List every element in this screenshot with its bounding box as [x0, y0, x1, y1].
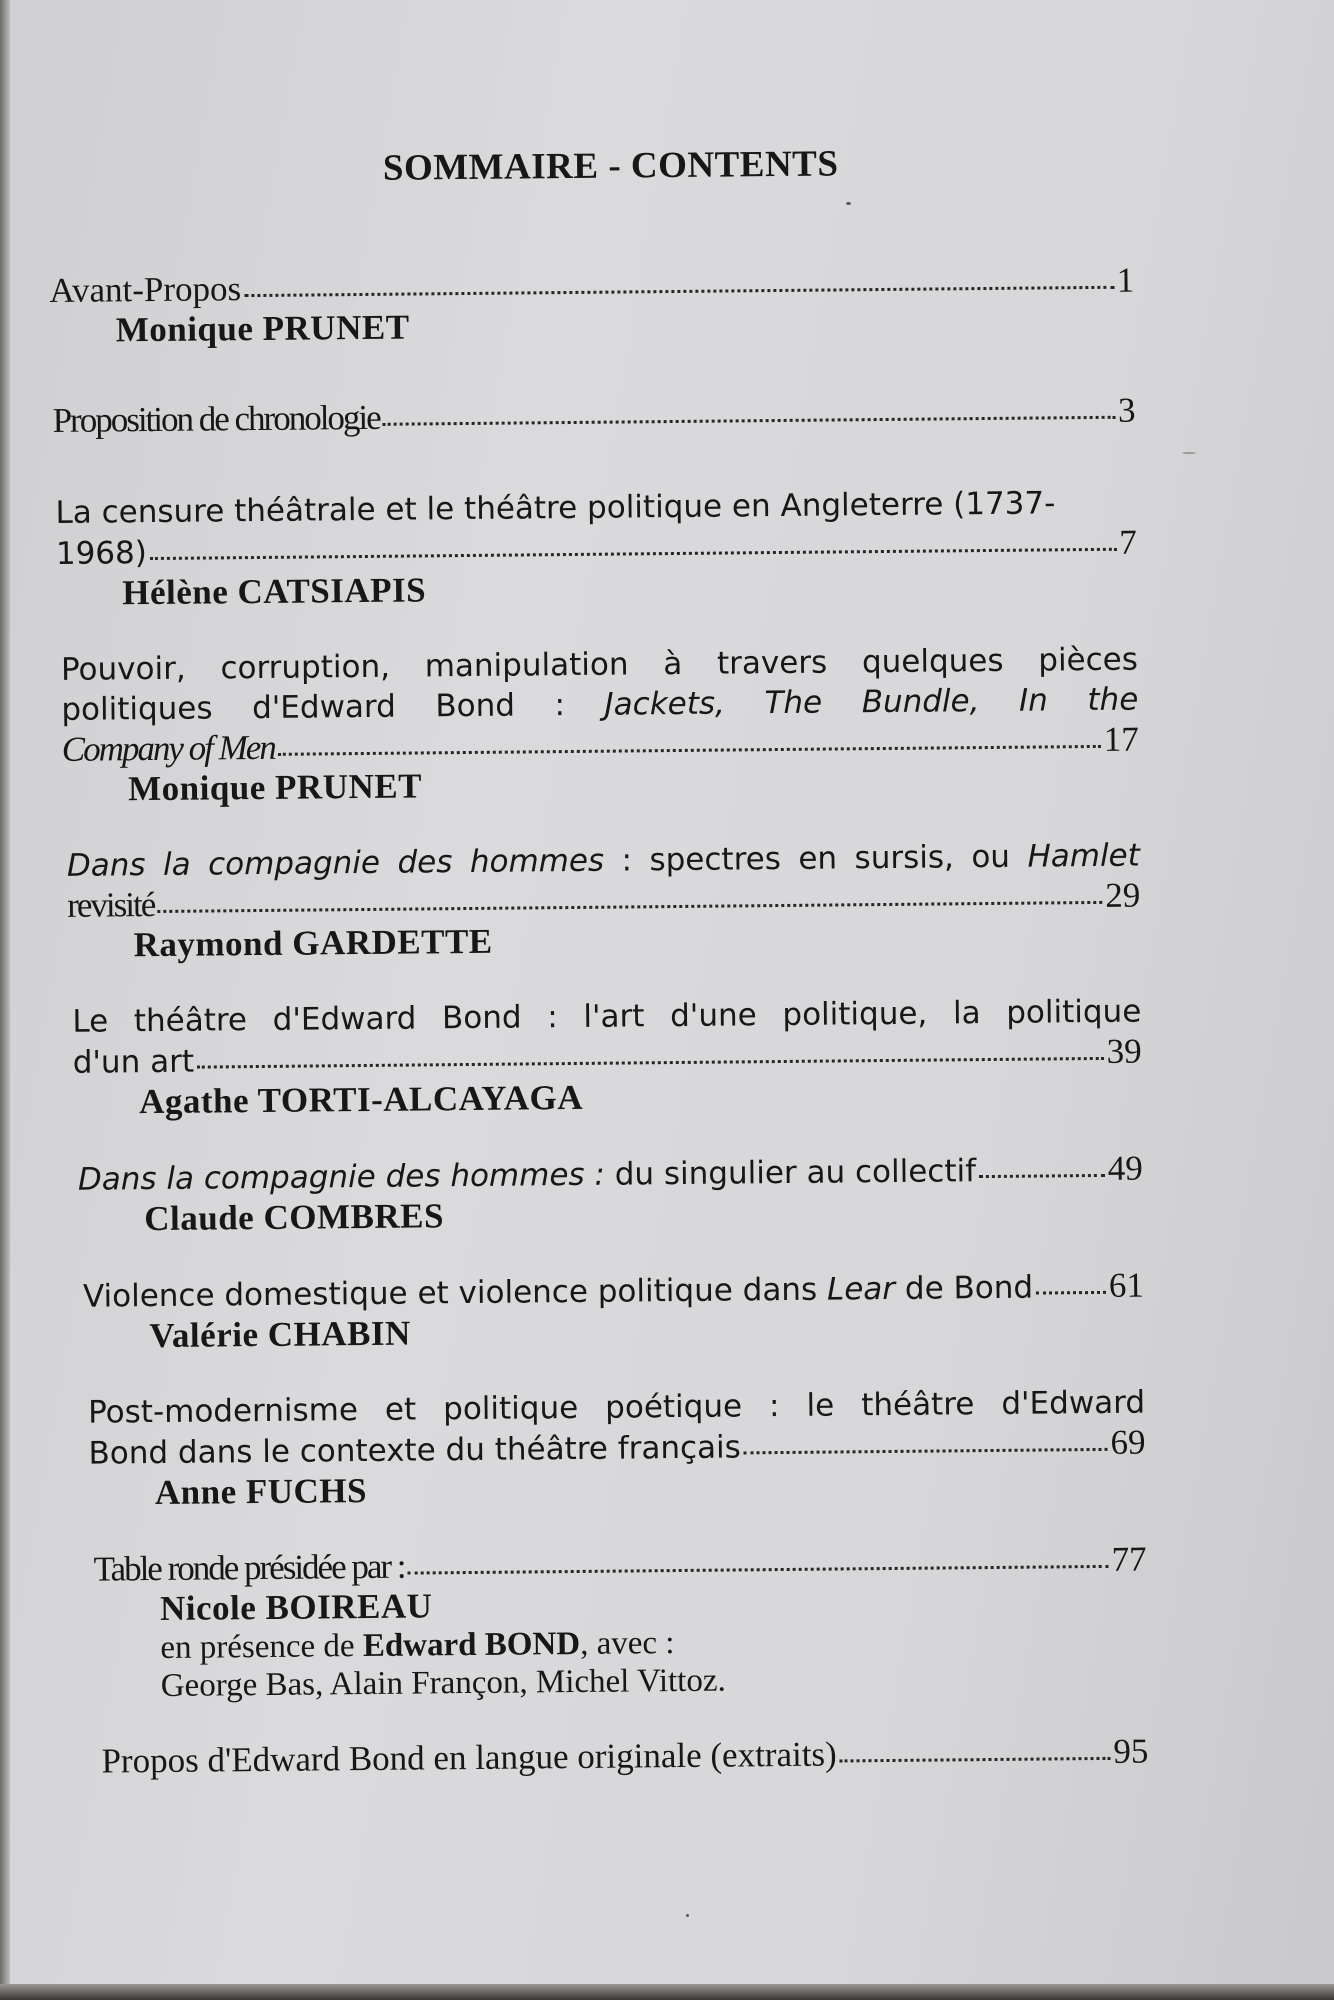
- entry-title: Avant-Propos: [49, 269, 242, 310]
- entry-title-end: Company of Men: [61, 727, 276, 769]
- dot-leader: [197, 1056, 1104, 1069]
- toc-entry-chronologie: [52, 391, 1135, 441]
- page-number: 61: [1108, 1265, 1145, 1305]
- table-of-contents: [48, 140, 1149, 1818]
- paper-speck: [1182, 452, 1196, 454]
- round-table-chair: Nicole BOIREAU: [159, 1586, 433, 1628]
- entry-title-italic: Jackets, The Bundle, In the: [604, 681, 1139, 723]
- entry-title-text: politiques d'Edward Bond :: [61, 686, 605, 728]
- page-title: SOMMAIRE - CONTENTS: [382, 143, 839, 189]
- page-number: 77: [1111, 1539, 1147, 1579]
- page-number: 17: [1103, 719, 1139, 759]
- presence-text: , avec :: [579, 1625, 675, 1662]
- dot-leader: [744, 1447, 1108, 1454]
- entry-title-line: Post-modernisme et politique poétique : le théâtre d'Edward: [87, 1384, 1146, 1431]
- entry-title: Proposition de chronologie: [52, 397, 380, 440]
- toc-entry-post-modernisme: [88, 1383, 1146, 1514]
- entry-author: Valérie CHABIN: [149, 1313, 411, 1356]
- toc-entry-censure: [55, 483, 1137, 614]
- dot-leader: [840, 1756, 1111, 1763]
- entry-title-italic: Lear: [826, 1270, 896, 1308]
- toc-entry-spectres: [67, 836, 1141, 966]
- page-number: 7: [1119, 522, 1138, 562]
- entry-title: Table ronde présidée par :: [93, 1546, 405, 1589]
- toc-entry-art-politique: [72, 992, 1142, 1123]
- round-table-participants: George Bas, Alain Françon, Michel Vittoz.: [160, 1662, 726, 1704]
- entry-author: Monique PRUNET: [127, 766, 423, 809]
- entry-title-line: La censure théâtrale et le théâtre politique en Angleterre (1737-: [55, 485, 1056, 531]
- entry-title: Propos d'Edward Bond en langue originale (extraits): [101, 1734, 837, 1781]
- dot-leader: [150, 547, 1116, 560]
- entry-title-italic: Dans la compagnie des hommes: [66, 842, 605, 884]
- paper-speck: [686, 1914, 689, 1917]
- toc-entry-pouvoir: [61, 640, 1139, 810]
- entry-title-line: Le théâtre d'Edward Bond : l'art d'une politique, la politique: [72, 993, 1142, 1040]
- entry-author: Agathe TORTI-ALCAYAGA: [138, 1077, 584, 1122]
- entry-title-italic: Dans la compagnie des hommes :: [77, 1156, 606, 1198]
- page-number: 95: [1113, 1731, 1149, 1771]
- entry-title-line: Pouvoir, corruption, manipulation à travers quelques pièces: [60, 641, 1139, 688]
- dot-leader: [278, 744, 1101, 756]
- page-number: 1: [1116, 260, 1135, 300]
- page-bottom-edge: [0, 1984, 1334, 2000]
- dot-leader: [383, 415, 1115, 426]
- entry-title-text: Violence domestique et violence politique dans: [82, 1271, 828, 1315]
- page-left-edge: [0, 0, 10, 2000]
- page-number: 3: [1117, 390, 1136, 430]
- toc-entry-table-ronde: [93, 1540, 1147, 1706]
- entry-title-end: Bond dans le contexte du théâtre français: [88, 1429, 742, 1472]
- page-number: 29: [1105, 875, 1141, 915]
- entry-author: Anne FUCHS: [154, 1471, 368, 1513]
- presence-guest: Edward BOND: [362, 1625, 581, 1665]
- entry-title-italic: Hamlet: [1027, 837, 1140, 875]
- dot-leader: [979, 1173, 1105, 1178]
- page-number: 39: [1106, 1031, 1142, 1071]
- dot-leader: [244, 285, 1114, 297]
- presence-text: en présence de: [160, 1628, 364, 1666]
- entry-title-text: de Bond: [894, 1269, 1034, 1307]
- toc-entry-line: [101, 1732, 1148, 1782]
- dot-leader: [157, 900, 1102, 913]
- entry-title-end: d'un art: [72, 1043, 195, 1081]
- entry-title-text: : spectres en sursis, ou: [603, 838, 1028, 879]
- paper-speck: [846, 202, 851, 205]
- toc-entry-singulier: [78, 1149, 1144, 1240]
- page-number: 69: [1110, 1422, 1146, 1462]
- entry-author: Raymond GARDETTE: [133, 921, 493, 965]
- page-number: 49: [1107, 1148, 1144, 1188]
- toc-entry-propos: [101, 1732, 1148, 1782]
- toc-entry-avant-propos: [49, 261, 1135, 351]
- entry-title-end: revisité: [67, 885, 155, 925]
- dot-leader: [408, 1564, 1109, 1575]
- entry-author: Hélène CATSIAPIS: [122, 570, 427, 613]
- entry-title-text: du singulier au collectif: [604, 1153, 977, 1193]
- entry-author: Claude COMBRES: [144, 1196, 445, 1239]
- toc-entry-line: [52, 391, 1135, 441]
- dot-leader: [1036, 1290, 1106, 1295]
- entry-title-end: 1968): [55, 535, 148, 572]
- toc-entry-violence: [83, 1266, 1145, 1357]
- entry-author: Monique PRUNET: [115, 307, 410, 350]
